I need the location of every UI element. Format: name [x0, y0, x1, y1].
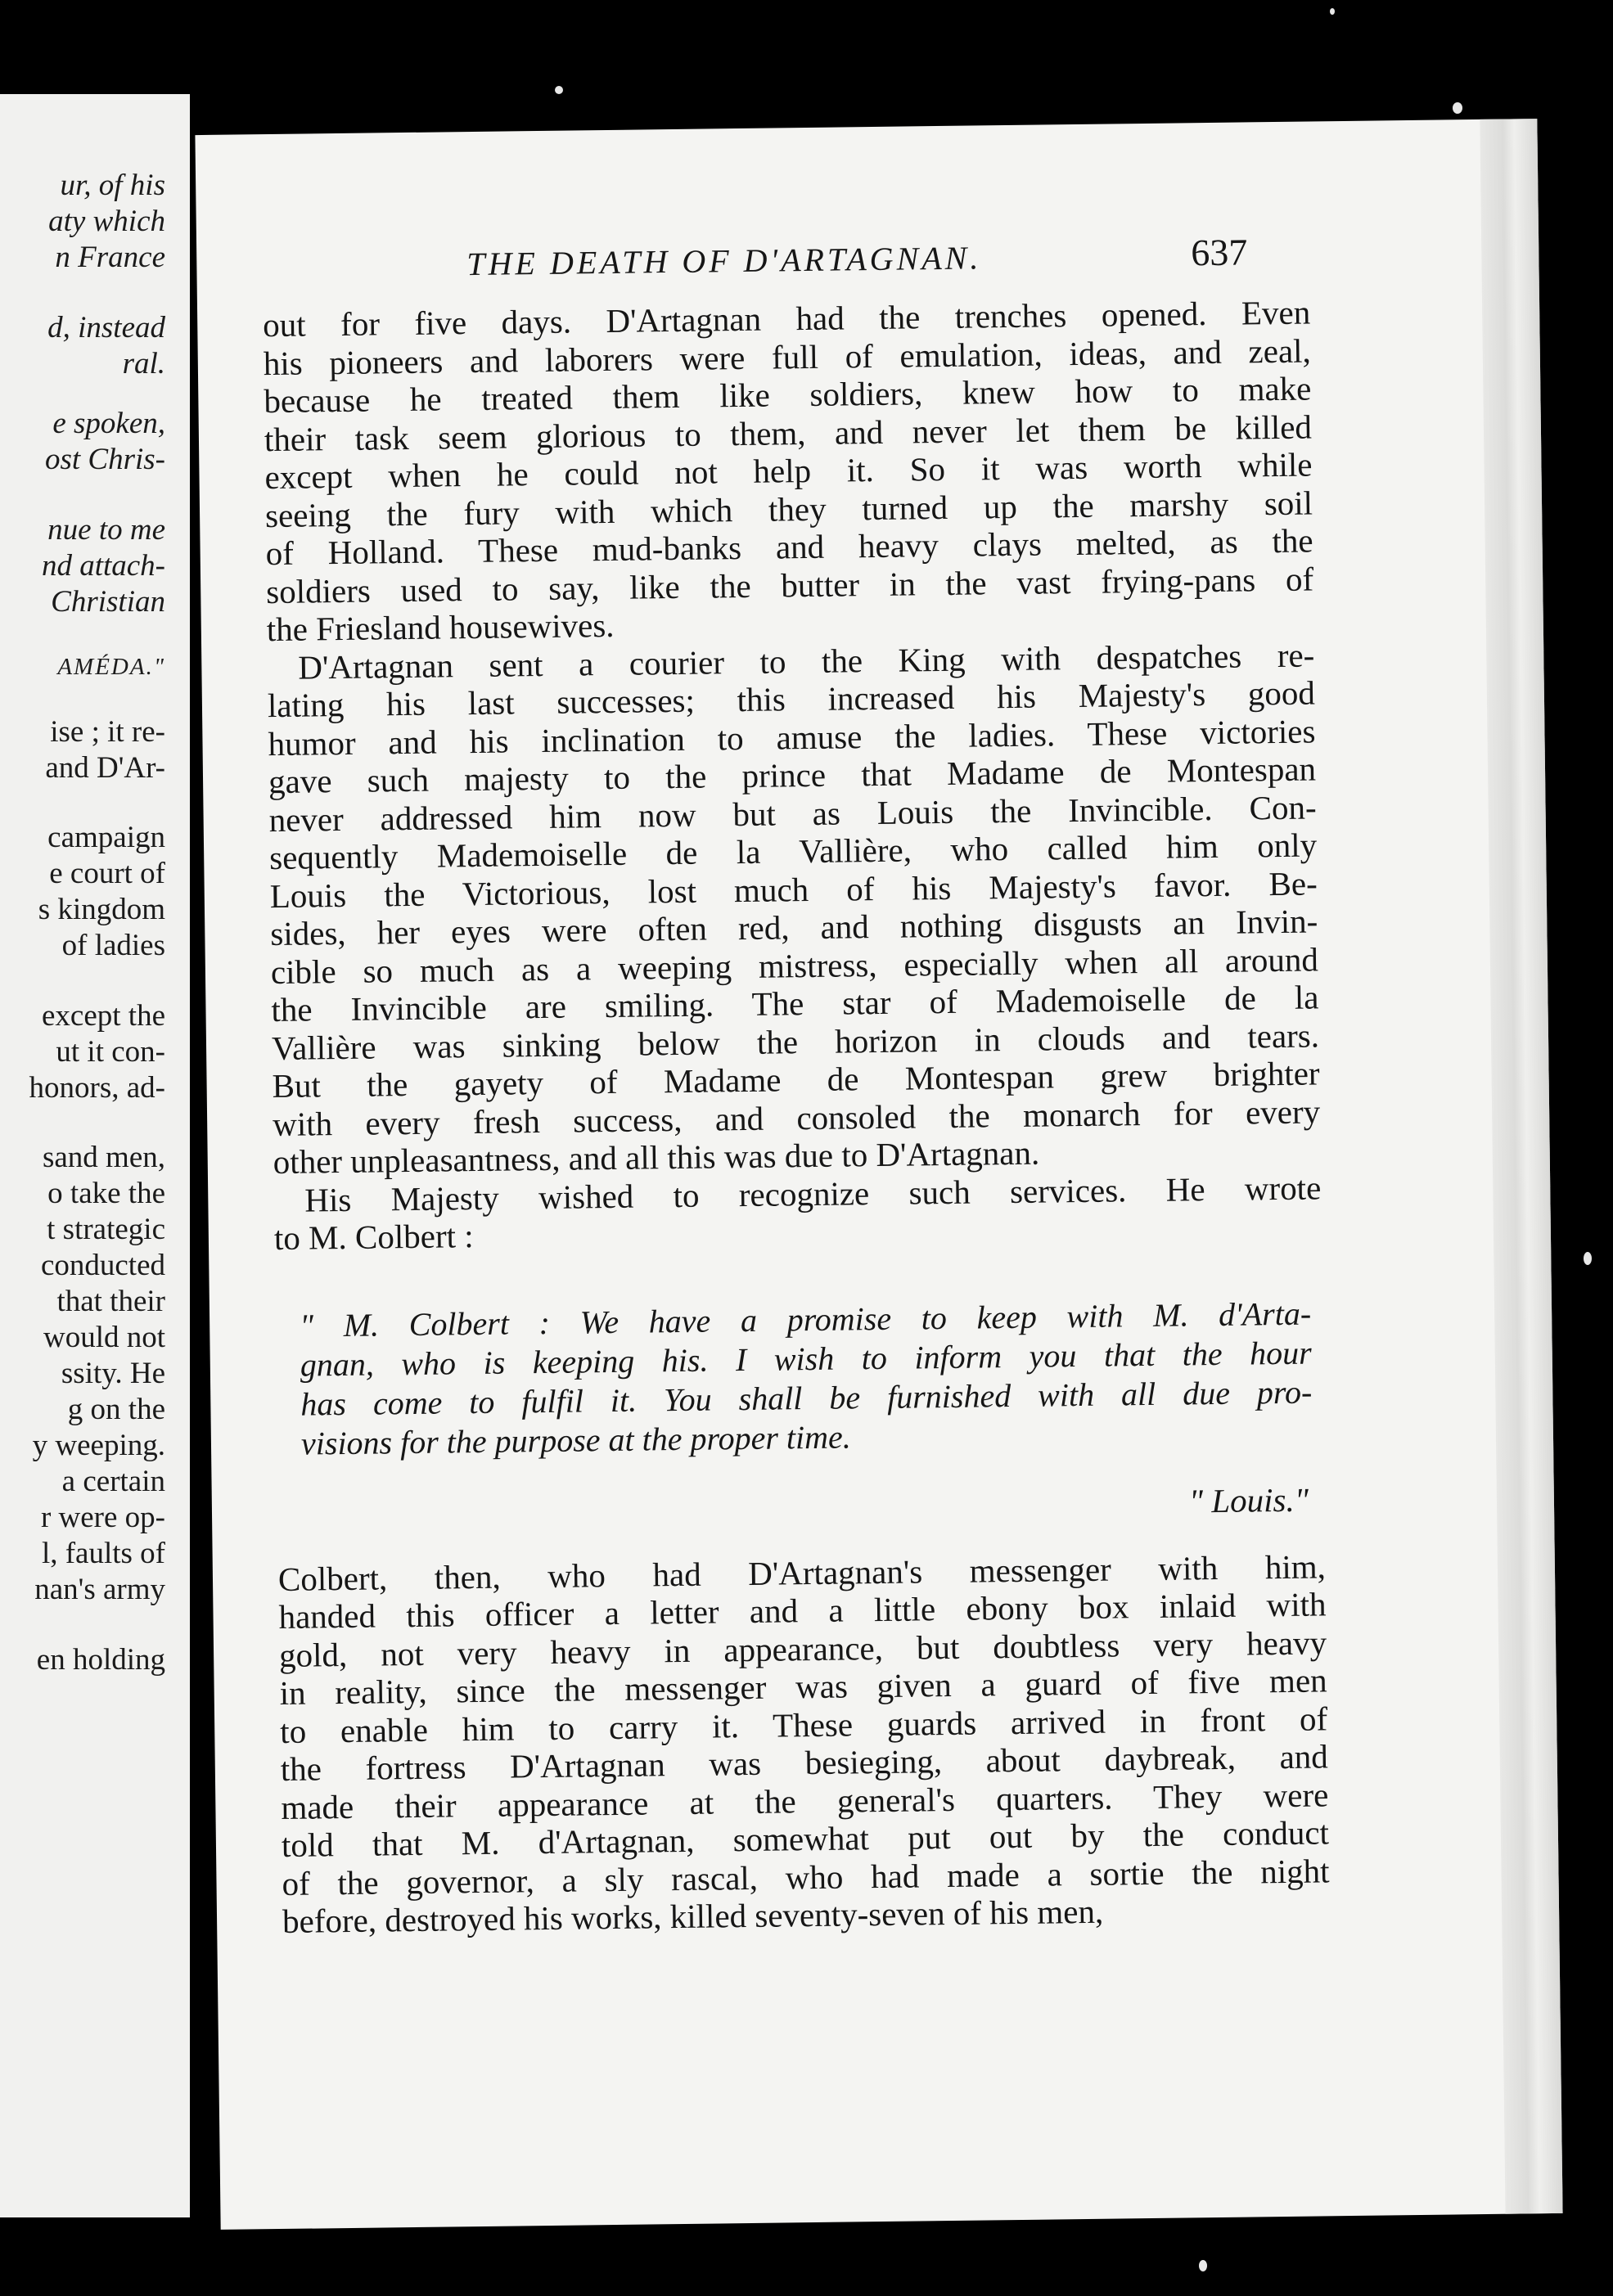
text-line: sides, her eyes were often red, and nothing disgusts an Invin- [270, 902, 1318, 953]
left-page-line: en holding [36, 1643, 165, 1677]
left-page-line: would not [43, 1321, 165, 1354]
left-page-line: d, instead [47, 311, 165, 344]
text-line: soldiers used to say, like the butter in the vast frying-pans of [265, 559, 1314, 610]
left-page-fragment [0, 94, 190, 2217]
text-line: because he treated them like soldiers, knew how to make [264, 369, 1312, 421]
text-line: gnan, who is keeping his. I wish to inform you that the hour [300, 1334, 1312, 1384]
left-page-line: ise ; it re- [50, 715, 165, 749]
left-page-line: sand men, [42, 1141, 165, 1174]
text-line: made their appearance at the general's quarters. They were [281, 1775, 1329, 1826]
text-line: before, destroyed his works, killed seventy-seven of his men, [282, 1892, 1104, 1940]
book-page [195, 119, 1562, 2230]
text-line: the Invincible are smiling. The star of Mademoiselle de la [271, 978, 1319, 1029]
left-page-line: except the [42, 999, 165, 1033]
paragraph [278, 1547, 1331, 1941]
paragraph [267, 636, 1321, 1182]
text-line: Vallière was sinking below the horizon in clouds and tears. [271, 1015, 1320, 1067]
left-page-line: nan's army [34, 1573, 165, 1606]
text-line: lating his last successes; this increased his Majesty's good [267, 673, 1316, 725]
scan-speck [1584, 1252, 1592, 1265]
text-line: to enable him to carry it. These guards arrived in front of [279, 1699, 1328, 1750]
left-page-line: campaign [47, 821, 165, 854]
left-page-line: e spoken, [52, 407, 165, 440]
paragraph [263, 293, 1314, 648]
text-line: has come to fulfil it. You shall be furnished with all due pro- [300, 1373, 1313, 1423]
left-page-line: Christian [51, 585, 165, 619]
page-number: 637 [1190, 231, 1248, 274]
text-line: in reality, since the messenger was given a guard of five men [279, 1661, 1327, 1712]
left-page-line: ral. [122, 347, 165, 380]
quoted-letter [275, 1294, 1324, 1464]
scan-speck [1453, 102, 1462, 114]
left-page-line: t strategic [47, 1213, 165, 1246]
page-edge-shading [1480, 119, 1562, 2214]
text-line: D'Artagnan sent a courier to the King with despatches re- [298, 635, 1315, 687]
left-page-line: s kingdom [38, 893, 165, 926]
left-page-line: that their [56, 1285, 165, 1318]
left-page-line: honors, ad- [29, 1071, 165, 1105]
left-page-line: r were op- [40, 1501, 165, 1534]
scan-speck [555, 86, 563, 94]
text-line: except when he could not help it. So it was worth while [264, 445, 1313, 497]
left-page-line: a certain [61, 1465, 165, 1498]
running-head: THE DEATH OF D'ARTAGNAN. [466, 239, 982, 283]
letter-signature: " Louis." [1188, 1480, 1309, 1519]
left-page-line: aty which [48, 205, 165, 238]
left-page-line: ost Chris- [44, 443, 165, 476]
left-page-line: e court of [49, 857, 165, 890]
text-line: " M. Colbert : We have a promise to keep with M. d'Arta- [299, 1294, 1312, 1344]
left-page-line: and D'Ar- [45, 751, 165, 785]
text-line: But the gayety of Madame de Montespan grew brighter [272, 1054, 1320, 1105]
text-line: told that M. d'Artagnan, somewhat put out by the conduct [281, 1813, 1330, 1864]
left-page-line: g on the [67, 1393, 165, 1426]
text-line: of Holland. These mud-banks and heavy clays melted, as the [265, 521, 1313, 573]
text-line: his pioneers and laborers were full of emulation, ideas, and zeal, [263, 331, 1312, 382]
left-page-line: ur, of his [60, 169, 165, 202]
text-line: never addressed him now but as Louis the Invincible. Con- [268, 787, 1317, 839]
left-page-line: nd attach- [41, 549, 165, 583]
text-line: with every fresh success, and consoled the monarch for every [272, 1092, 1321, 1143]
text-line: cible so much as a weeping mistress, especially when all around [270, 939, 1319, 991]
text-line: out for five days. D'Artagnan had the trenches opened. Even [262, 293, 1311, 344]
left-page-line: o take the [47, 1177, 165, 1210]
paragraph [273, 1168, 1322, 1258]
text-line: Colbert, then, who had D'Artagnan's messenger with him, [277, 1546, 1327, 1598]
text-line: humor and his inclination to amuse the ladies. These victories [268, 711, 1316, 763]
left-page-line: y weeping. [32, 1429, 165, 1462]
text-line: other unpleasantness, and all this was due to D'Artagnan. [273, 1133, 1040, 1182]
text-line: to M. Colbert : [273, 1217, 474, 1258]
left-page-line: ut it con- [56, 1035, 165, 1069]
left-page-line: n France [55, 241, 165, 274]
scan-speck [1330, 8, 1335, 15]
text-line: sequently Mademoiselle de la Vallière, who called him only [268, 826, 1318, 877]
left-page-line: of ladies [61, 929, 165, 962]
text-line: seeing the fury with which they turned up the marshy soil [264, 483, 1313, 534]
text-line: visions for the purpose at the proper time. [300, 1417, 851, 1462]
text-line: their task seem glorious to them, and never let them be killed [264, 407, 1313, 458]
left-page-line: conducted [40, 1249, 165, 1282]
text-line: the Friesland housewives. [266, 606, 615, 649]
text-line: gold, not very heavy in appearance, but doubtless very heavy [278, 1623, 1327, 1674]
body-text [263, 293, 1330, 1940]
text-line: gave such majesty to the prince that Madame de Montespan [268, 750, 1317, 801]
text-line: handed this officer a letter and a little ebony box inlaid with [278, 1585, 1327, 1636]
left-page-line: ssity. He [61, 1357, 165, 1390]
left-page-line: l, faults of [41, 1537, 165, 1570]
text-line: Louis the Victorious, lost much of his Majesty's favor. Be- [269, 863, 1318, 915]
left-page-line: nue to me [47, 513, 165, 547]
text-line: the fortress D'Artagnan was besieging, about daybreak, and [280, 1737, 1329, 1788]
text-line: His Majesty wished to recognize such services. He wrote [304, 1168, 1322, 1219]
text-line: of the governor, a sly rascal, who had made a sortie the night [282, 1851, 1330, 1902]
scan-speck [1199, 2260, 1207, 2271]
left-page-line: AMÉDA." [57, 654, 165, 680]
